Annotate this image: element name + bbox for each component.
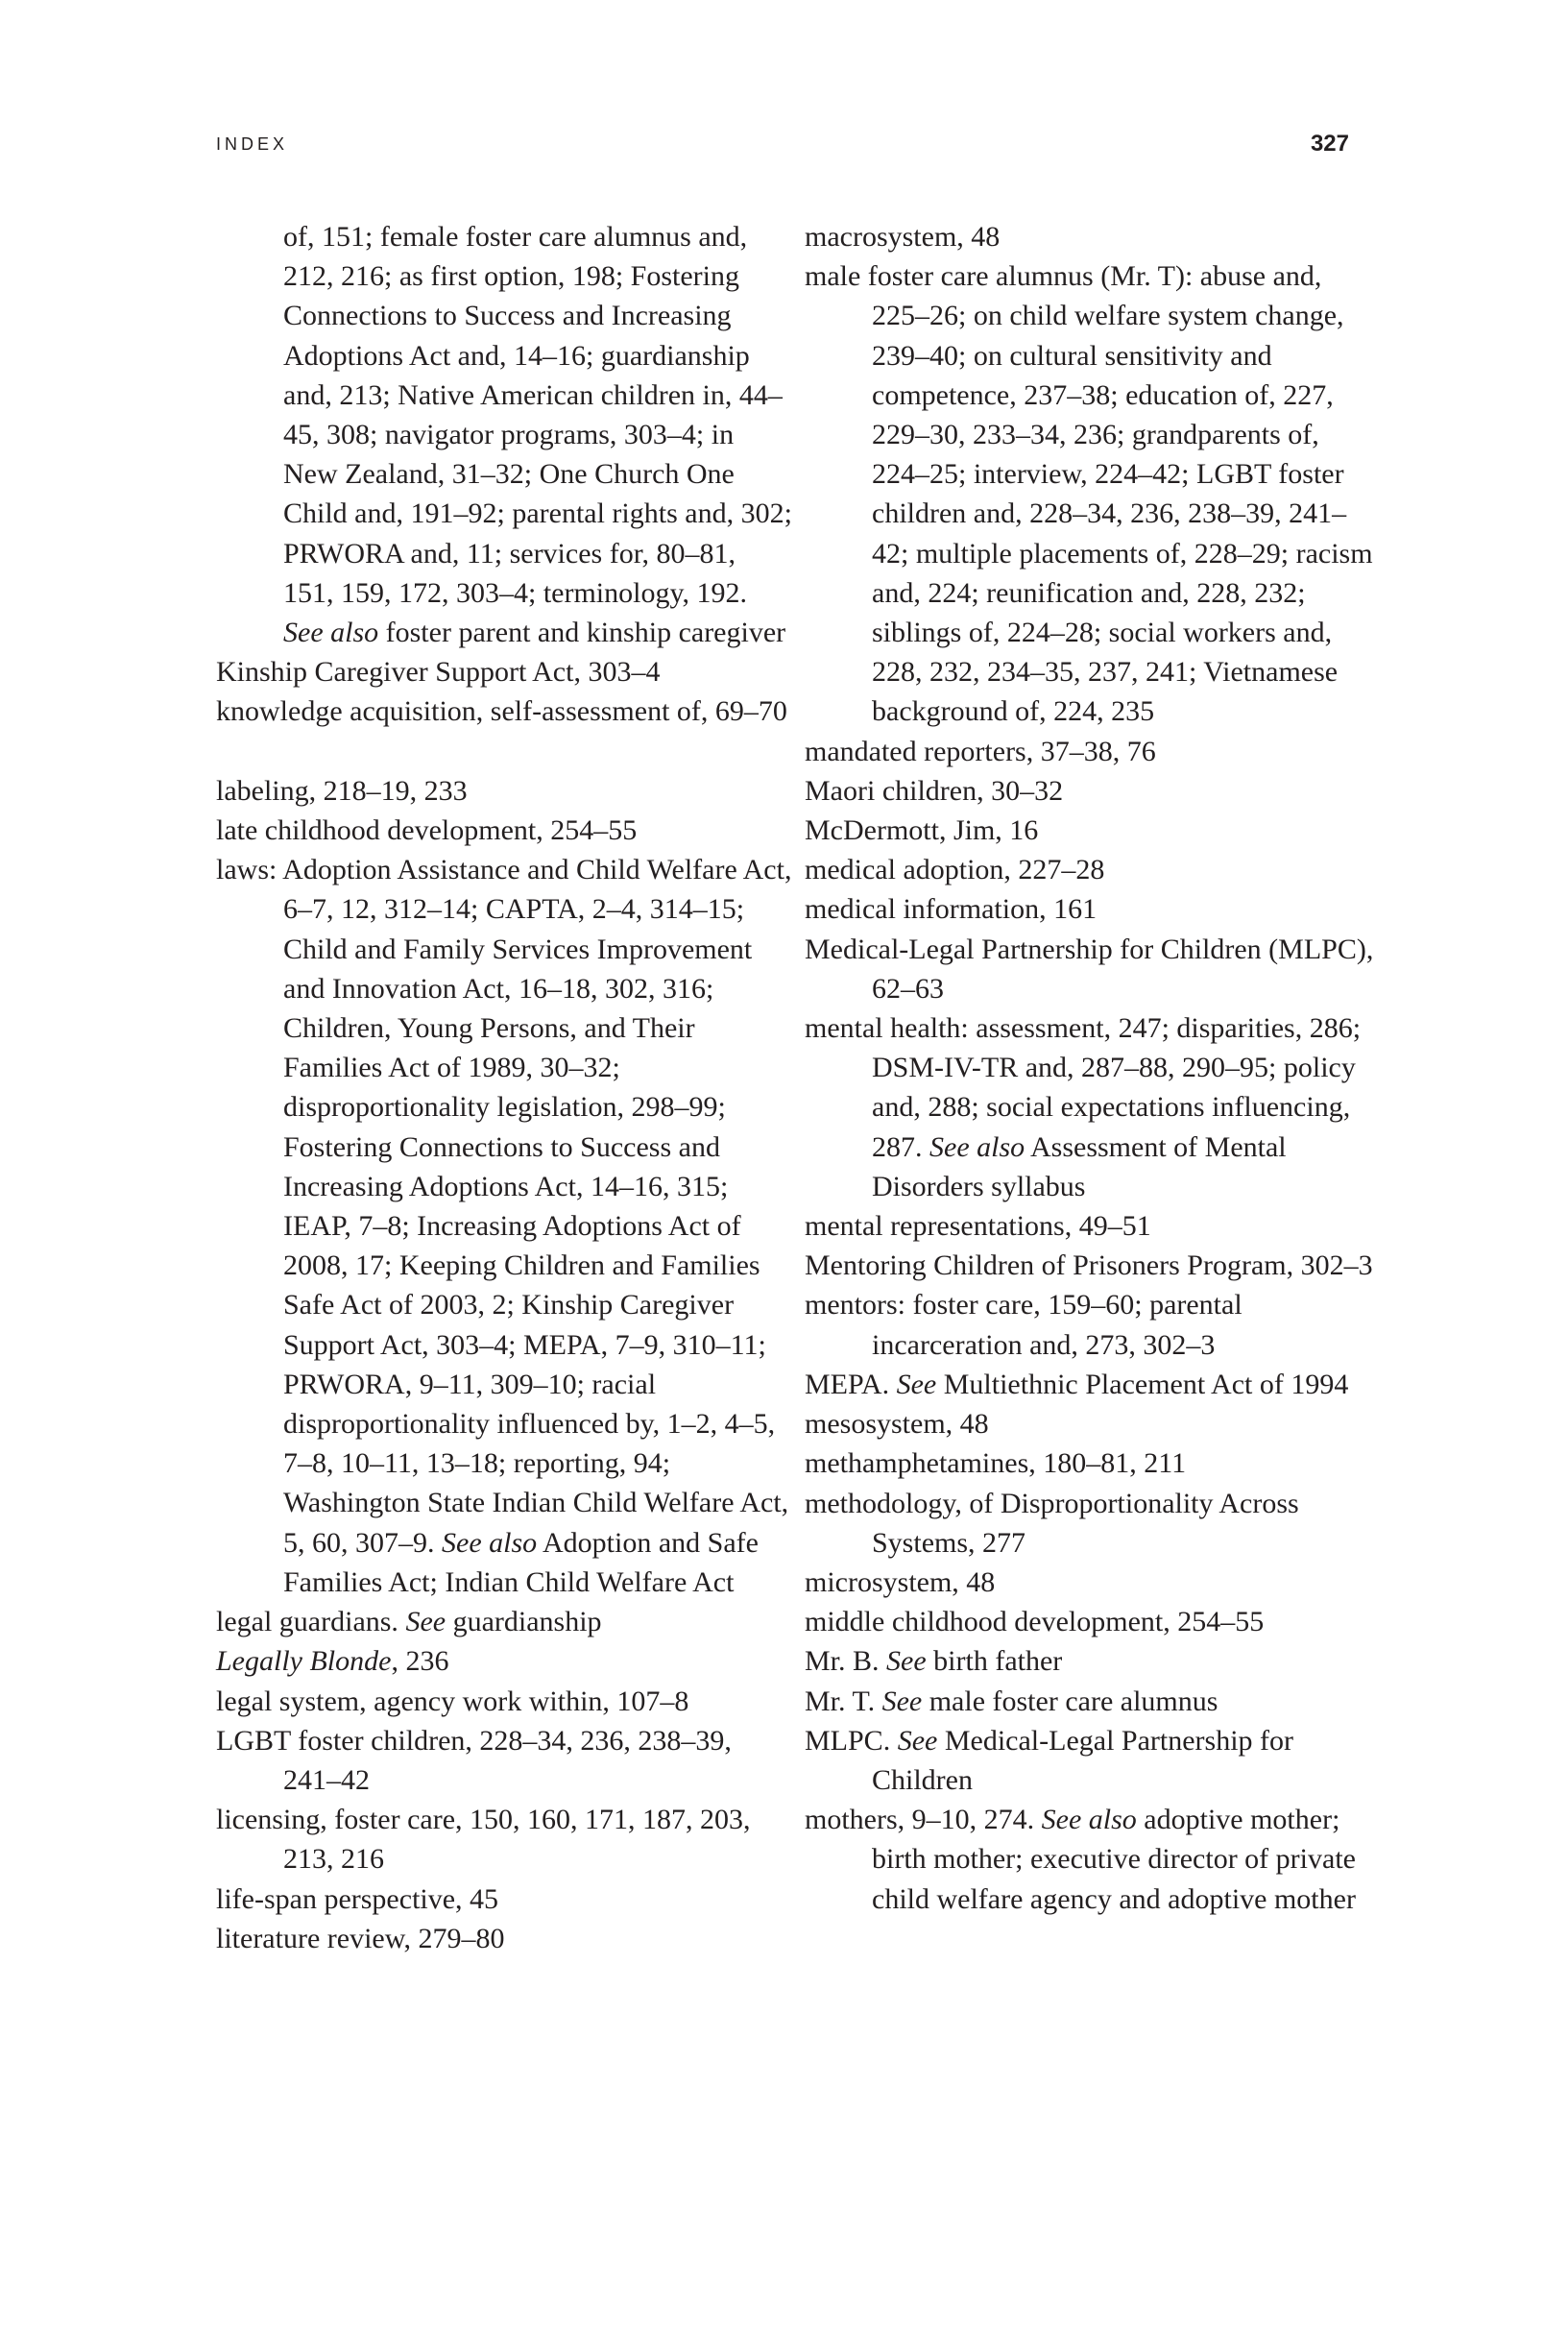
index-entry: Mr. B. See birth father — [805, 1645, 1063, 1678]
index-entry: literature review, 279–80 — [216, 1922, 505, 1954]
index-entry: Legally Blonde, 236 — [216, 1645, 449, 1678]
index-entry: Kinship Caregiver Support Act, 303–4 — [216, 656, 661, 689]
index-entry: licensing, foster care, 150, 160, 171, 187, 203, 213, 216 — [216, 1804, 751, 1876]
index-entry: McDermott, Jim, 16 — [805, 814, 1039, 847]
index-entry: medical adoption, 227–28 — [805, 854, 1105, 886]
index-entry: middle childhood development, 254–55 — [805, 1606, 1265, 1638]
index-entry: legal guardians. See guardianship — [216, 1606, 602, 1638]
index-entry: labeling, 218–19, 233 — [216, 774, 468, 807]
index-entry: medical information, 161 — [805, 893, 1098, 926]
index-entry: mentors: foster care, 159–60; parental incarceration and, 273, 302–3 — [805, 1289, 1242, 1361]
index-entry: macrosystem, 48 — [805, 221, 1001, 253]
index-entry: Maori children, 30–32 — [805, 774, 1064, 807]
index-entry: legal system, agency work within, 107–8 — [216, 1685, 689, 1717]
index-entry: mothers, 9–10, 274. See also adoptive mother; birth mother; executive director of private child welfare agency and adoptive mother — [805, 1804, 1356, 1915]
letter-group-gap — [216, 732, 792, 771]
index-entry: laws: Adoption Assistance and Child Welfare Act, 6–7, 12, 312–14; CAPTA, 2–4, 314–15; Child and Family Services Improvement and Innovation Act, 16–18, 302, 316; Children, Young Persons, and Their Families Act of 1989, 30–32; disproportionality legislation, 298–99; Fostering Connections to Success and Increasing Adoptions Act, 14–16, 315; IEAP, 7–8; Increasing Adoptions Act of 2008, 17; Keeping Children and Families Safe Act of 2003, 2; Kinship Caregiver Support Act, 303–4; MEPA, 7–9, 310–11; PRWORA, 9–11, 309–10; racial disproportionality influenced by, 1–2, 4–5, 7–8, 10–11, 13–18; reporting, 94; Washington State Indian Child Welfare Act, 5, 60, 307–9. See also Adoption and Safe Families Act; Indian Child Welfare Act — [216, 854, 792, 1598]
index-entry: life-span perspective, 45 — [216, 1882, 499, 1915]
index-entry: Mentoring Children of Prisoners Program, 302–3 — [805, 1249, 1373, 1282]
section-label: INDEX — [216, 134, 289, 154]
index-entry-continued: of, 151; female foster care alumnus and, 212, 216; as first option, 198; Fostering Connections to Success and Increasing Adoptions Act and, 14–16; guardianship and, 213; Native American children in, 44–45, 308; navigator programs, 303–4; in New Zealand, 31–32; One Church One Child and, 191–92; parental rights and, 302; PRWORA and, 11; services for, 80–81, 151, 159, 172, 303–4; terminology, 192. See also foster parent and kinship caregiver — [283, 221, 792, 649]
index-entry: mandated reporters, 37–38, 76 — [805, 735, 1156, 767]
index-entry: mental representations, 49–51 — [805, 1210, 1151, 1243]
index-entry: mesosystem, 48 — [805, 1408, 989, 1441]
index-entry: male foster care alumnus (Mr. T): abuse and, 225–26; on child welfare system change, 239–40; on cultural sensitivity and competence, 237–38; education of, 227, 229–30, 233–34, 236; grandparents of, 224–25; interview, 224–42; LGBT foster children and, 228–34, 236, 238–39, 241–42; multiple placements of, 228–29; racism and, 224; reunification and, 228, 232; siblings of, 224–28; social workers and, 228, 232, 234–35, 237, 241; Vietnamese background of, 224, 235 — [805, 260, 1373, 728]
index-entry: microsystem, 48 — [805, 1565, 996, 1598]
index-entry: methodology, of Disproportionality Across Systems, 277 — [805, 1487, 1299, 1559]
running-head — [216, 131, 1349, 159]
index-entry: Mr. T. See male foster care alumnus — [805, 1685, 1218, 1717]
index-column-left — [216, 217, 792, 1958]
index-entry: Medical-Legal Partnership for Children (MLPC), 62–63 — [805, 933, 1374, 1005]
page-number: 327 — [1310, 131, 1349, 157]
index-entry: knowledge acquisition, self-assessment of, 69–70 — [216, 695, 787, 728]
index-entry: LGBT foster children, 228–34, 236, 238–39, 241–42 — [216, 1724, 732, 1796]
index-entry: late childhood development, 254–55 — [216, 814, 638, 847]
index-entry: mental health: assessment, 247; disparities, 286; DSM-IV-TR and, 287–88, 290–95; policy and, 288; social expectations influencing, 287. See also Assessment of Mental Disorders syllabus — [805, 1012, 1362, 1202]
index-entry: MEPA. See Multiethnic Placement Act of 1994 — [805, 1368, 1349, 1400]
index-entry: methamphetamines, 180–81, 211 — [805, 1447, 1187, 1480]
index-entry: MLPC. See Medical-Legal Partnership for Children — [805, 1724, 1294, 1796]
index-column-right — [805, 217, 1381, 1919]
